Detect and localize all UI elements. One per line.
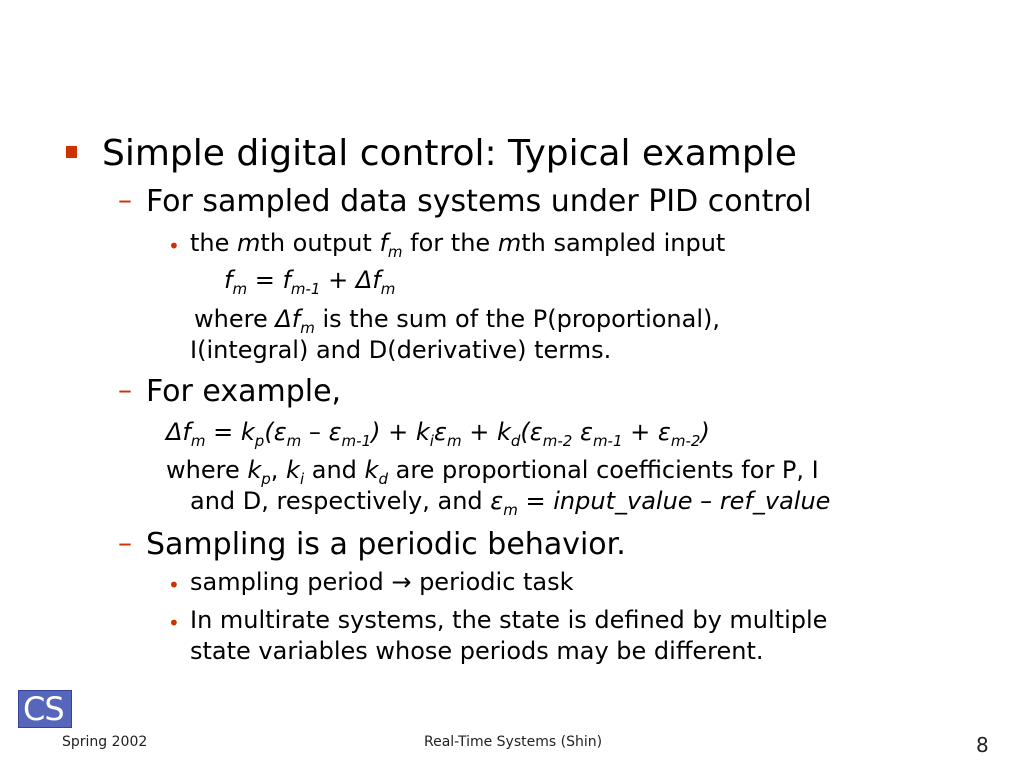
dot-bullet-icon: • [168, 611, 180, 635]
dot-bullet-icon: • [168, 234, 180, 258]
where-text-1-cont: I(integral) and D(derivative) terms. [190, 336, 612, 364]
page-number: 8 [976, 733, 989, 757]
where-text-1: where $\Delta f_m$ is the sum of the P(proportional), [194, 305, 721, 337]
bullet-level3-multirate: In multirate systems, the state is defined by multiple [190, 606, 828, 634]
arrow-right-icon: → [391, 568, 412, 596]
bullet-level2-example: For example, [146, 374, 342, 409]
formula-delta-fm: $\Delta f_m = k_p(\varepsilon_m - \varepsilon_{m-1}) + k_i\varepsilon_m + k_d(\varepsilon_{m-2}$ $\varepsilon_{m-1} + \varepsilon_{m-2}$) [166, 418, 710, 450]
bullet-level2-pid: For sampled data systems under PID control [146, 184, 812, 219]
footer-course-title: Real-Time Systems (Shin) [424, 734, 603, 750]
bullet-level3-output: the mth output $f_m$ for the mth sampled input [190, 229, 726, 261]
square-bullet-icon [66, 146, 77, 158]
cs-logo: CS [18, 690, 72, 728]
where-text-2-cont: and D, respectively, and $\varepsilon_m$ = input_value – ref_value [190, 487, 831, 519]
dash-bullet-icon: – [118, 183, 132, 216]
dash-bullet-icon: – [118, 373, 132, 406]
bullet-level3-sampling-period: sampling period → periodic task [190, 568, 574, 596]
dash-bullet-icon: – [118, 526, 132, 559]
dot-bullet-icon: • [168, 573, 180, 597]
bullet-level1: Simple digital control: Typical example [102, 133, 797, 174]
bullet-level2-sampling: Sampling is a periodic behavior. [146, 527, 626, 562]
footer-date: Spring 2002 [62, 734, 148, 750]
formula-fm: $f_m = f_{m-1} + \Delta f_m$ [224, 266, 396, 298]
where-text-2: where $k_p$, $k_i$ and $k_d$ are proportional coefficients for P, I [166, 456, 819, 488]
bullet-level3-multirate-cont: state variables whose periods may be different. [190, 637, 764, 665]
